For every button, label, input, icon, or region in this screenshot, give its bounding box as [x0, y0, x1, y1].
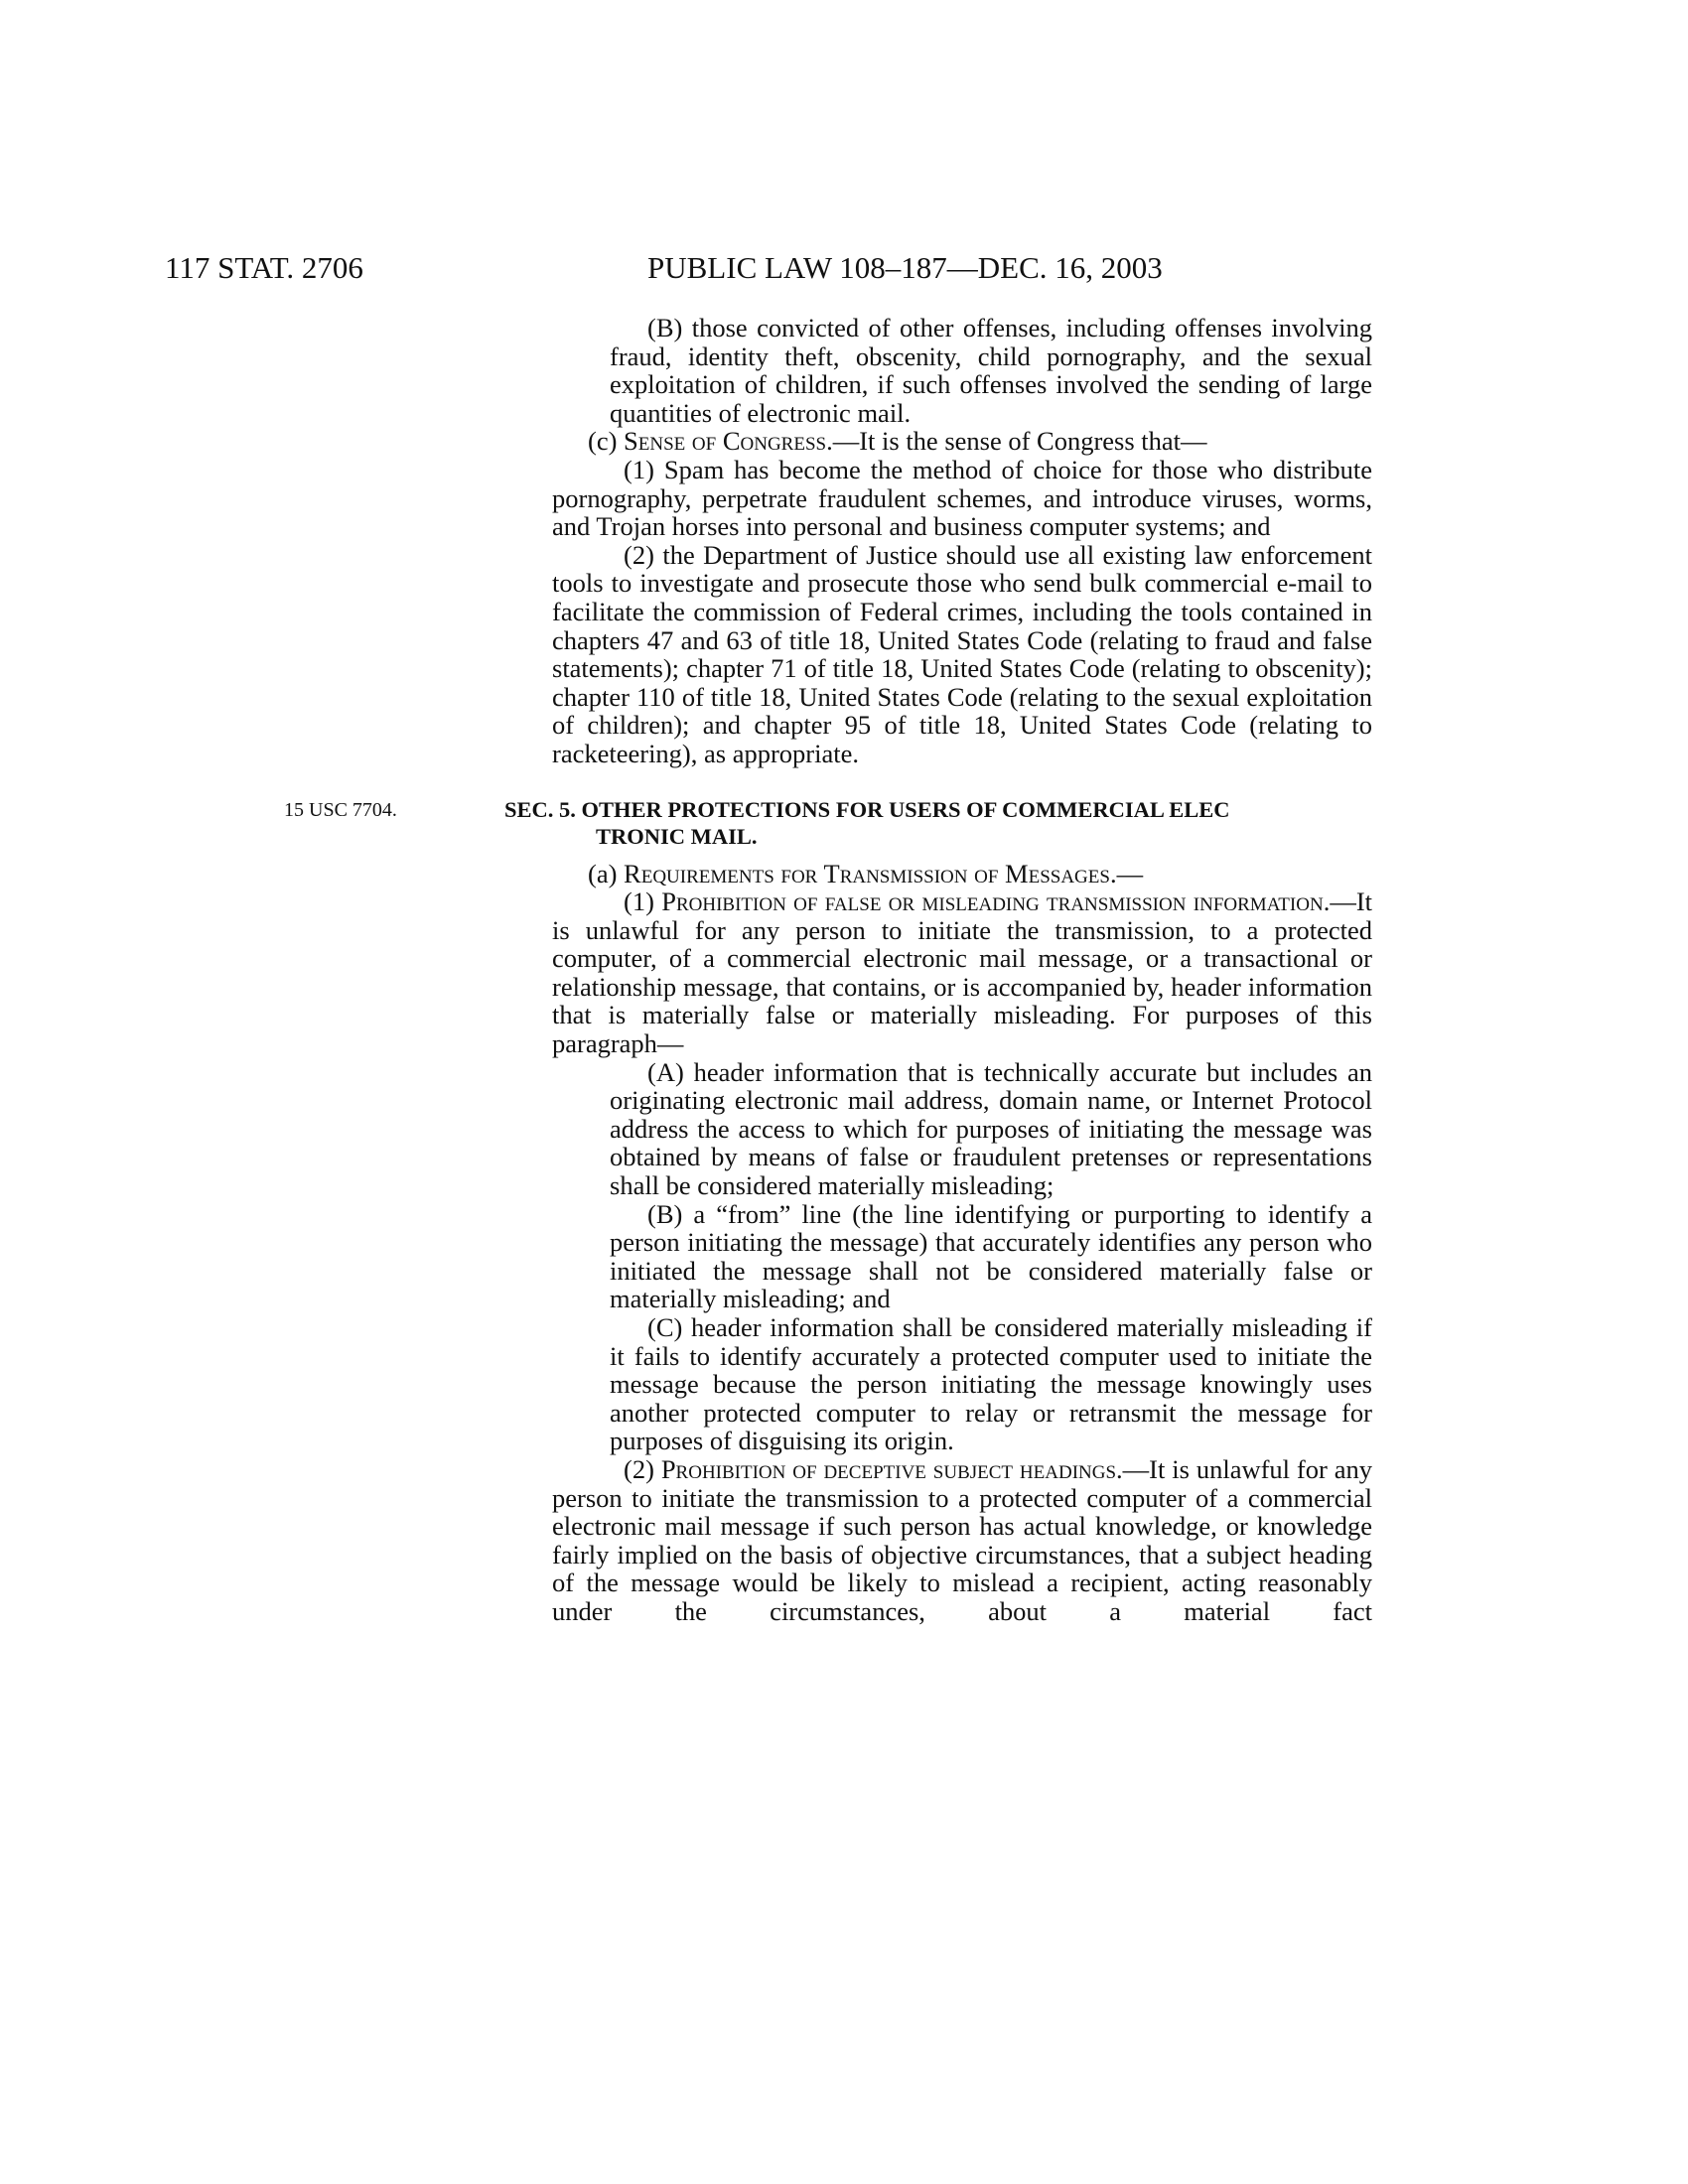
- subsection-a-label: (a): [588, 858, 625, 888]
- subparagraph-a1A: (A) header information that is technically accurate but includes an originating electronic mail address, domain name, or Internet Protocol address the access to which for purposes of initiating the message was obtained by means of false or fraudulent pretenses or representations shall be considered materially misleading;: [610, 1056, 1372, 1201]
- subsection-a-dash: .—: [1109, 858, 1144, 888]
- subsection-c-heading: Sense of Congress: [624, 426, 827, 457]
- page-body: [284, 313, 1372, 1626]
- subparagraph-a1C: (C) header information shall be considered materially misleading if it fails to identify accurately a protected computer used to initiate the message because the person initiating the message knowingly uses another protected computer to relay or retransmit the message for purposes of disguising its origin.: [610, 1312, 1372, 1456]
- paragraph-a2-heading: Prohibition of deceptive subject headings: [660, 1453, 1117, 1484]
- section-5-heading: [504, 796, 1372, 850]
- subsection-a: [552, 860, 1372, 888]
- subsection-c-text: .—It is the sense of Congress that—: [826, 426, 1207, 457]
- paragraph-a2-text: .—It is unlawful for any person to initiate the transmission to a protected computer of a commercial electronic mail message if such person has actual knowledge, or knowledge fairly implied on the basis of objective circumstances, that a subject heading of the message would be likely to mislead a recipient, acting reasonably under the circumstances, about a material fact: [552, 1453, 1372, 1626]
- paragraph-a2-label: (2): [624, 1453, 661, 1484]
- subsection-a-heading: Requirements for Transmission of Messages: [624, 858, 1110, 888]
- statute-citation: 117 STAT. 2706: [165, 250, 363, 285]
- paragraph-c2: (2) the Department of Justice should use all existing law enforcement tools to investigate and prosecute those who send bulk commercial e-mail to facilitate the commission of Federal crimes, including the tools contained in chapters 47 and 63 of title 18, United States Code (relating to fraud and false statements); chapter 71 of title 18, United States Code (relating to obscenity); chapter 110 of title 18, United States Code (relating to the sexual exploitation of children); and chapter 95 of title 18, United States Code (relating to racketeering), as appropriate.: [552, 539, 1372, 768]
- paragraph-a1: [552, 887, 1372, 1058]
- paragraph-a2: [552, 1455, 1372, 1626]
- paragraph-b-offenses: (B) those convicted of other offenses, including offenses involving fraud, identity theft, obscenity, child pornography, and the sexual exploitation of children, if such offenses involved the sending of large quantities of electronic mail.: [610, 313, 1372, 428]
- paragraph-a1-text: .—It is unlawful for any person to initiate the transmission, to a protected computer, of a commercial electronic mail message, or a transactional or relationship message, that contains, or is accompanied by, header information that is materially false or materially misleading. For purposes of this paragraph—: [552, 887, 1372, 1059]
- section-5-heading-line2: TRONIC MAIL.: [596, 823, 758, 849]
- subsection-c-label: (c): [588, 426, 625, 457]
- paragraph-a1-label: (1): [624, 887, 662, 917]
- subsection-c: [552, 427, 1372, 456]
- page-header: [0, 248, 1688, 288]
- running-title: PUBLIC LAW 108–187—DEC. 16, 2003: [647, 250, 1163, 285]
- paragraph-c1: (1) Spam has become the method of choice for those who distribute pornography, perpetrate fraudulent schemes, and introduce viruses, worms, and Trojan horses into personal and business computer systems; and: [552, 454, 1372, 542]
- section-5-heading-line1: SEC. 5. OTHER PROTECTIONS FOR USERS OF COMMERCIAL ELEC: [504, 796, 1230, 822]
- paragraph-a1-heading: Prohibition of false or misleading transmission information: [661, 887, 1324, 917]
- section-5-heading-row: [284, 796, 1372, 850]
- subparagraph-a1B: (B) a “from” line (the line identifying or purporting to identify a person initiating the message) that accurately identifies any person who initiated the message shall not be considered materially false or materially misleading; and: [610, 1198, 1372, 1314]
- usc-margin-note: 15 USC 7704.: [284, 798, 397, 821]
